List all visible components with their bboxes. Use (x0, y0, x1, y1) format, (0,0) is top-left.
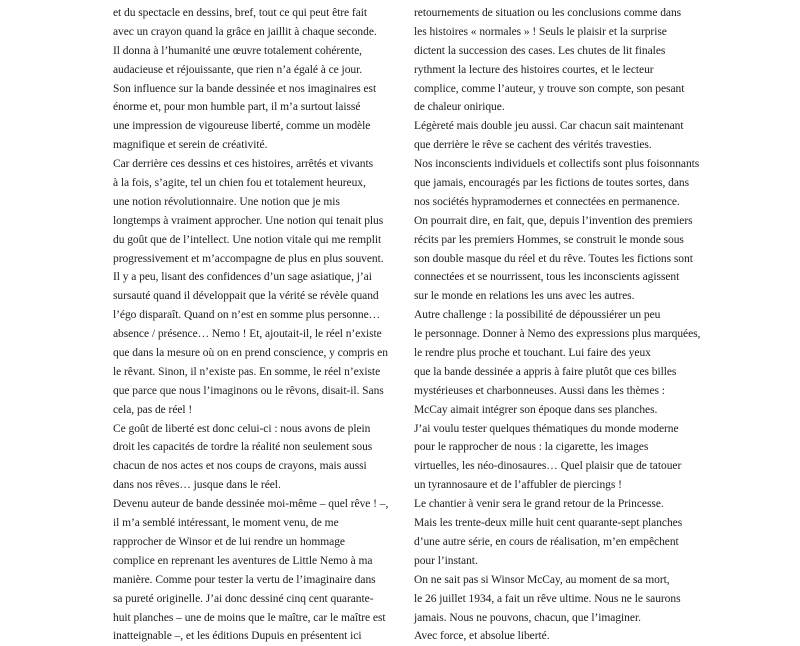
text-line: magnifique et serein de créativité. (113, 139, 268, 152)
text-line: connectées et se nourrissent, tous les inconscients agissent (414, 271, 680, 284)
text-line: Il y a peu, lisant des confidences d’un sage asiatique, j’ai (113, 271, 372, 284)
text-line: complice en reprenant les aventures de Little Nemo à ma (113, 554, 373, 567)
text-line: jamais. Nous ne pouvons, chacun, que l’imaginer. (414, 611, 641, 624)
text-line: récits par les premiers Hommes, se construit le monde sous (414, 233, 684, 246)
text-line: audacieuse et réjouissante, que rien n’a égalé à ce jour. (113, 63, 363, 76)
text-line: manière. Comme pour tester la vertu de l’imaginaire dans (113, 573, 376, 586)
text-line: On pourrait dire, en fait, que, depuis l’invention des premiers (414, 214, 693, 227)
text-line: à la fois, s’agite, tel un chien fou et totalement heureux, (113, 177, 366, 190)
text-line: mystérieuses et charbonneuses. Aussi dans les thèmes : (414, 384, 665, 397)
text-line: dictent la succession des cases. Les chutes de lit finales (414, 44, 666, 57)
text-line: virtuelles, les néo-dinosaures… Quel plaisir que de tatouer (414, 460, 682, 473)
text-line: Devenu auteur de bande dessinée moi-même – quel rêve ! –, (113, 498, 389, 511)
text-line: d’une autre série, en cours de réalisation, m’en empêchent (414, 535, 679, 548)
text-line: longtemps à vraiment approcher. Une notion qui tenait plus (113, 214, 384, 227)
text-line: énorme et, pour mon humble part, il m’a surtout laissé (113, 101, 361, 114)
text-line: absence / présence… Nemo ! Et, ajoutait-il, le réel n’existe (113, 328, 382, 341)
text-line: Son influence sur la bande dessinée et nos imaginaires est (113, 82, 377, 95)
text-line: inatteignable –, et les éditions Dupuis en présentent ici (113, 630, 362, 643)
text-line: chacun de nos actes et nos coups de crayons, mais aussi (113, 460, 367, 473)
text-line: le rendre plus proche et touchant. Lui faire des yeux (414, 347, 651, 360)
text-line: rythment la lecture des histoires courtes, et le lecteur (414, 63, 654, 76)
text-line: que la bande dessinée a appris à faire plutôt que ces billes (414, 365, 677, 378)
text-line: du goût que de l’intellect. Une notion vitale qui me remplit (113, 233, 382, 246)
text-line: que jamais, encouragés par les fictions de toutes sortes, dans (414, 177, 690, 190)
text-line: Nos inconscients individuels et collectifs sont plus foisonnants (414, 158, 700, 171)
text-line: rapprocher de Winsor et de lui rendre un hommage (113, 535, 345, 548)
text-line: sa pureté originelle. J’ai donc dessiné cinq cent quarante- (113, 592, 374, 605)
text-line: McCay aimait intégrer son époque dans ses planches. (414, 403, 658, 416)
text-column-right (414, 4, 784, 646)
text-line: le personnage. Donner à Nemo des expressions plus marquées, (414, 328, 701, 341)
text-line: complice, comme l’auteur, y trouve son compte, son pesant (414, 82, 685, 95)
text-line: le 26 juillet 1934, a fait un rêve ultime. Nous ne le saurons (414, 592, 681, 605)
text-line: son double masque du réel et du rêve. Toutes les fictions sont (414, 252, 693, 265)
text-line: pour l’instant. (414, 554, 478, 567)
text-line: sur le monde en relations les uns avec les autres. (414, 290, 635, 303)
text-line: Mais les trente-deux mille huit cent quarante-sept planches (414, 517, 683, 530)
text-line: que derrière le rêve se cachent des vérités travesties. (414, 139, 652, 152)
text-line: un tyrannosaure et de l’affubler de piercings ! (414, 479, 622, 492)
text-line: pour le rapprocher de nous : la cigarette, les images (414, 441, 649, 454)
text-line: Légèreté mais double jeu aussi. Car chacun sait maintenant (414, 120, 684, 133)
text-line: sursauté quand il développait que la vérité se révèle quand (113, 290, 379, 303)
text-line: dans nos rêves… jusque dans le réel. (113, 479, 281, 492)
text-line: Avec force, et absolue liberté. (414, 630, 550, 643)
text-line: droit les capacités de tordre la réalité non seulement sous (113, 441, 373, 454)
text-line: de chaleur onirique. (414, 101, 505, 114)
text-line: les histoires « normales » ! Seuls le plaisir et la surprise (414, 25, 667, 38)
text-line: On ne sait pas si Winsor McCay, au moment de sa mort, (414, 573, 670, 586)
text-line: Ce goût de liberté est donc celui-ci : nous avons de plein (113, 422, 371, 435)
text-line: une notion révolutionnaire. Une notion que je mis (113, 195, 340, 208)
text-line: J’ai voulu tester quelques thématiques du monde moderne (414, 422, 679, 435)
text-line: Autre challenge : la possibilité de dépoussiérer un peu (414, 309, 661, 322)
text-line: Il donna à l’humanité une œuvre totalement cohérente, (113, 44, 362, 57)
text-line: nos sociétés hypramodernes et connectées en permanence. (414, 195, 680, 208)
text-line: progressivement et m’accompagne de plus en plus souvent. (113, 252, 384, 265)
text-line: que dans la mesure où on en prend conscience, y compris en (113, 347, 388, 360)
text-line: retournements de situation ou les conclusions comme dans (414, 7, 682, 19)
text-line: huit planches – une de moins que le maître, car le maître est (113, 611, 386, 624)
text-line: Le chantier à venir sera le grand retour de la Princesse. (414, 498, 664, 511)
text-line: Car derrière ces dessins et ces histoires, arrêtés et vivants (113, 158, 374, 171)
text-line: cela, pas de réel ! (113, 403, 193, 416)
text-line: que parce que nous l’imaginons ou le rêvons, disait-il. Sans (113, 384, 384, 397)
text-line: l’égo disparaît. Quand on n’est en somme plus personne… (113, 309, 381, 322)
text-line: une impression de vigoureuse liberté, comme un modèle (113, 120, 371, 133)
text-line: il m’a semblé intéressant, le moment venu, de me (113, 517, 339, 530)
text-line: avec un crayon quand la grâce en jaillit à chaque seconde. (113, 25, 377, 38)
text-line: et du spectacle en dessins, bref, tout ce qui peut être fait (113, 7, 368, 19)
text-line: le rêvant. Sinon, il n’existe pas. En somme, le réel n’existe (113, 365, 381, 378)
